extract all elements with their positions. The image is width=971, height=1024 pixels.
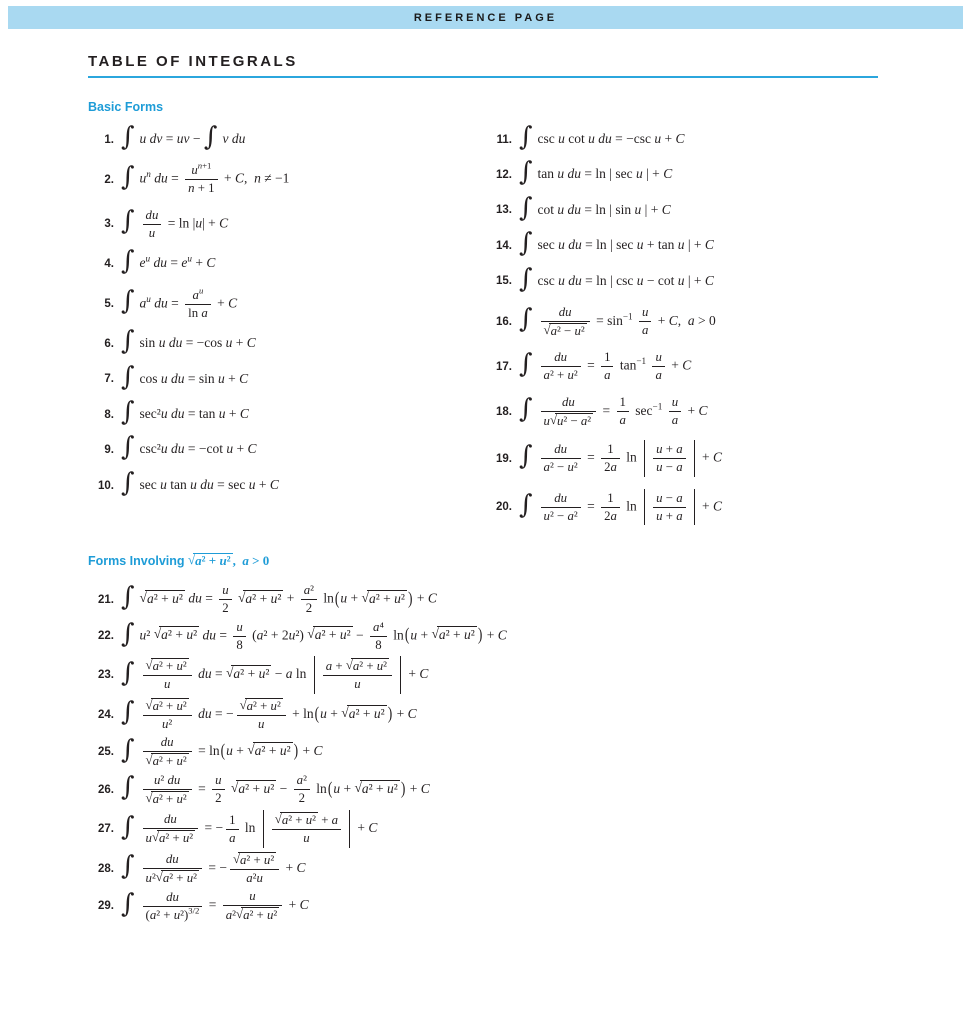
item-number: 23. (98, 669, 114, 682)
item-number: 21. (98, 593, 114, 606)
item-number: 13. (496, 204, 512, 217)
item-formula: ∫ $\frac{du}{\text{√a² − u²}}$ = $\sin^{-1}$ $\frac{u}{a}$ + C, a > 0 (519, 304, 716, 338)
banner-title: REFERENCE PAGE (413, 11, 558, 24)
integral-item (486, 122, 931, 152)
integral-item (88, 467, 486, 498)
item-formula: ∫ sec²u du = tan u + C (121, 397, 249, 428)
item-formula: ∫ $a^u$ du = $\frac{a^u}{\text{ln a}}$ + C (121, 285, 238, 320)
formula-column (88, 583, 931, 923)
section-heading: Forms Involving √a² + u² , a > 0 (88, 552, 270, 569)
integral-item (88, 246, 486, 277)
item-formula: ∫ $\frac{\text{u² du}}{\text{√a² + u²}}$ = $\frac{u}{2}$ √a² + u² − $\frac{\text{a²}}{2}$ ln(u + √a² + u² ) + C (121, 772, 430, 806)
item-number: 1. (104, 133, 114, 146)
item-formula: ∫ $\frac{du}{\text{u² − a²}}$ = $\frac{1}{2a}$ ln $\frac{u - a}{u + a}$ + C (519, 489, 722, 526)
item-number: 10. (98, 479, 114, 492)
item-formula: ∫ $\frac{du}{\text{u√a² + u²}}$ = − $\frac{1}{a}$ ln $\frac{\text{√a² + u² + a}}{u}$ + C (121, 810, 377, 848)
integral-item (88, 735, 931, 769)
section-basic-forms (88, 100, 931, 537)
section-forms-involving-sqrt-a2-u2 (88, 553, 931, 923)
integral-item (486, 263, 931, 294)
item-number: 26. (98, 783, 114, 796)
item-number: 19. (496, 452, 512, 465)
item-number: 28. (98, 862, 114, 875)
item-formula: ∫ cot u du = ln | sin u | + C (519, 192, 671, 223)
integral-item (486, 228, 931, 259)
integral-item (486, 350, 931, 383)
reference-page-banner (8, 6, 963, 29)
integral-item (88, 397, 486, 428)
item-number: 29. (98, 900, 114, 913)
integral-item (88, 698, 931, 732)
item-number: 16. (496, 315, 512, 328)
integral-item (88, 656, 931, 694)
item-formula: ∫ $\frac{\text{√a² + u²}}{\text{u²}}$ du = − $\frac{\text{√a² + u²}}{u}$ + ln(u + √a² + u² ) + C (121, 697, 417, 731)
integral-item (88, 432, 486, 463)
formula-column (88, 122, 486, 537)
integral-item (88, 122, 486, 152)
item-number: 3. (104, 218, 114, 231)
integral-item (88, 163, 486, 196)
item-formula: ∫ $\frac{du}{u}$ = ln |u| + C (121, 206, 229, 240)
integral-item (486, 157, 931, 188)
integral-item (88, 326, 486, 357)
item-number: 2. (104, 173, 114, 186)
item-formula: ∫ u² √a² + u² du = $\frac{u}{8}$ (a² + 2u²) √a² + u² − $\frac{\text{a⁴}}{8}$ ln(u + √a² + u² ) + C (121, 618, 507, 652)
item-number: 8. (104, 408, 114, 421)
page-content (0, 29, 971, 923)
item-formula: ∫ $\frac{du}{\text{u²√a² + u²}}$ = − $\frac{\text{√a² + u²}}{\text{a²u}}$ + C (121, 851, 306, 885)
item-formula: ∫ $e^u$ du = $e^u + C$ (121, 246, 216, 277)
item-formula: ∫ $\frac{du}{\text{a² + u²}}$ = $\frac{1}{a}$ $\tan^{-1}$ $\frac{u}{a}$ + C (519, 349, 692, 383)
item-number: 25. (98, 746, 114, 759)
item-number: 17. (496, 360, 512, 373)
item-formula: ∫ sin u du = −cos u + C (121, 326, 256, 357)
item-number: 18. (496, 405, 512, 418)
item-number: 9. (104, 444, 114, 457)
item-number: 5. (104, 298, 114, 311)
item-formula: ∫ csc u cot u du = −csc u + C (519, 122, 685, 152)
integral-item (88, 852, 931, 886)
item-number: 6. (104, 337, 114, 350)
integral-item (486, 305, 931, 339)
section-columns (88, 583, 931, 923)
item-number: 7. (104, 373, 114, 386)
item-formula: ∫ $\frac{du}{\text{u√u² − a²}}$ = $\frac{1}{a}$ $\sec^{-1}$ $\frac{u}{a}$ + C (519, 394, 708, 428)
item-formula: ∫ csc²u du = −cot u + C (121, 432, 257, 463)
item-number: 27. (98, 823, 114, 836)
item-number: 15. (496, 275, 512, 288)
page-title: TABLE OF INTEGRALS (88, 53, 878, 78)
item-formula: ∫ tan u du = ln | sec u | + C (519, 157, 673, 188)
item-number: 4. (104, 258, 114, 271)
item-formula: ∫ $u^n$ du = $\frac{u^{n+1}}{n + 1}$ + C, n ≠ −1 (121, 161, 290, 196)
integral-item (88, 889, 931, 923)
item-formula: ∫ sec u du = ln | sec u + tan u | + C (519, 228, 714, 259)
integral-item (88, 810, 931, 848)
integral-item (88, 361, 486, 392)
integral-item (88, 285, 486, 321)
item-number: 12. (496, 169, 512, 182)
item-formula: ∫ √a² + u² du = $\frac{u}{2}$ √a² + u² + $\frac{\text{a²}}{2}$ ln(u + √a² + u² ) + C (121, 582, 437, 616)
integral-item (88, 773, 931, 807)
item-formula: ∫ $\frac{du}{(a^2 + u^2)^{3/2}}$ = $\frac{u}{\text{a²√a² + u²}}$ + C (121, 888, 309, 923)
item-number: 22. (98, 630, 114, 643)
integral-item (88, 583, 931, 616)
item-formula: ∫ csc u du = ln | csc u − cot u | + C (519, 263, 714, 294)
integral-item (486, 489, 931, 526)
section-columns (88, 122, 931, 537)
item-number: 14. (496, 239, 512, 252)
section-heading: Basic Forms (88, 100, 164, 114)
item-formula: ∫ sec u tan u du = sec u + C (121, 467, 279, 498)
item-number: 11. (496, 133, 512, 146)
item-formula: ∫ u dv = uv − ∫ v du (121, 122, 246, 152)
integral-item (486, 395, 931, 429)
item-number: 20. (496, 501, 512, 514)
integral-item (486, 440, 931, 477)
integral-item (486, 192, 931, 223)
item-formula: ∫ cos u du = sin u + C (121, 361, 249, 392)
item-formula: ∫ $\frac{\text{√a² + u²}}{u}$ du = √a² + u² − a ln $\frac{\text{a + √a² + u²}}{u}$ + C (121, 656, 428, 694)
reference-page (0, 6, 971, 1024)
integral-item (88, 620, 931, 653)
formula-column (486, 122, 931, 537)
item-formula: ∫ $\frac{du}{\text{a² − u²}}$ = $\frac{1}{2a}$ ln $\frac{u + a}{u - a}$ + C (519, 440, 722, 477)
item-number: 24. (98, 708, 114, 721)
integral-item (88, 208, 486, 241)
item-formula: ∫ $\frac{du}{\text{√a² + u²}}$ = ln(u + √a² + u² ) + C (121, 734, 323, 769)
